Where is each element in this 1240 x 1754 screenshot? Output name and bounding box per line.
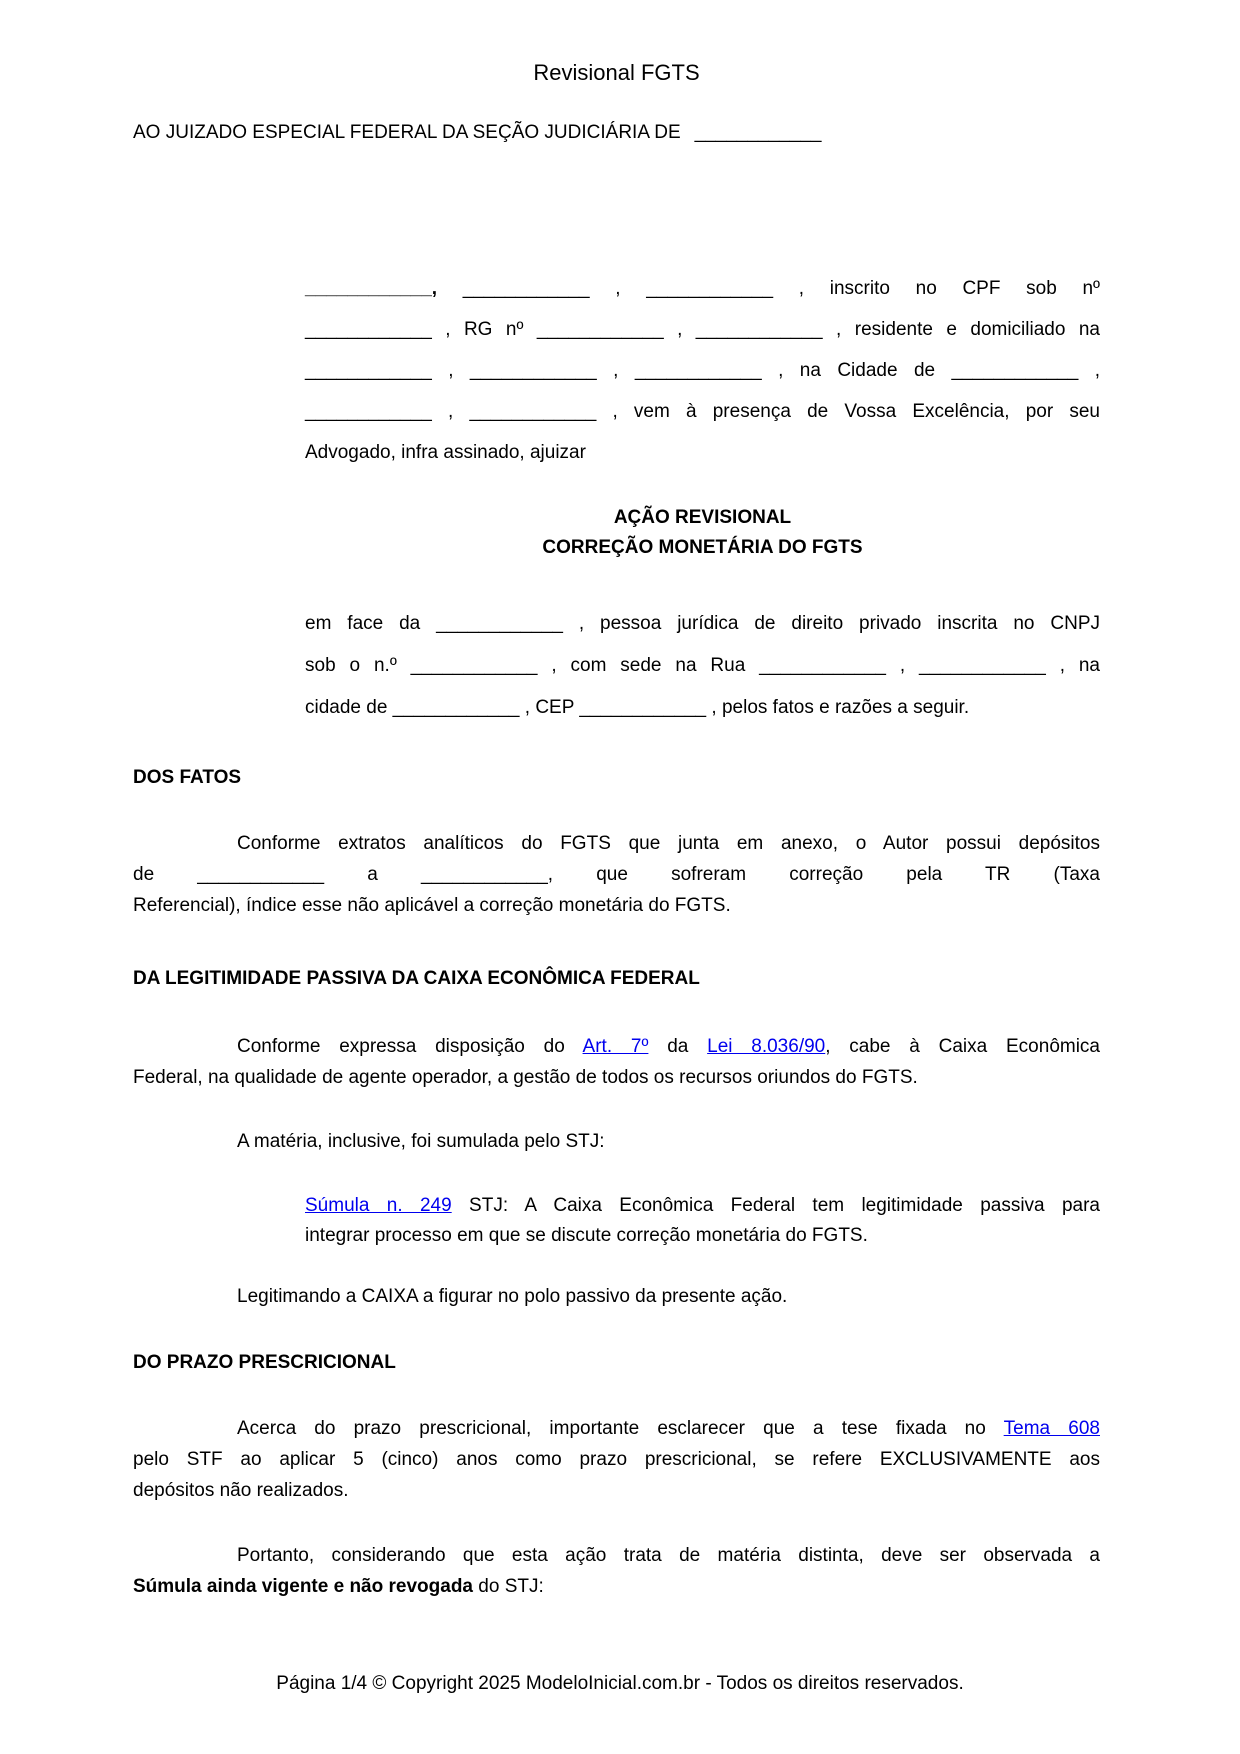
link-art-7[interactable]: Art. 7º <box>582 1036 649 1057</box>
portanto-line-1: Portanto, considerando que esta ação trata de matéria distinta, deve ser observada a <box>237 1545 1100 1566</box>
prazo-line-3: depósitos não realizados. <box>133 1480 349 1501</box>
portanto-paragraph <box>133 1540 1100 1602</box>
sumula-quote-block <box>305 1191 1100 1251</box>
action-title-line-2: CORREÇÃO MONETÁRIA DO FGTS <box>542 537 863 558</box>
defendant-line-2: sob o n.º ____________ , com sede na Rua ____________ , ____________ , na <box>305 655 1100 676</box>
section-heading-prazo: DO PRAZO PRESCRICIONAL <box>133 1352 396 1373</box>
qualification-line-2: ____________ , RG nº ____________ , ____________ , residente e domiciliado na <box>305 319 1100 340</box>
portanto-line-2 <box>133 1571 1100 1602</box>
link-lei-8036[interactable]: Lei 8.036/90 <box>707 1036 826 1057</box>
legitimidade-paragraph <box>133 1031 1100 1093</box>
addressee-blank: ____________ <box>694 122 822 143</box>
materia-sumulada-paragraph: A matéria, inclusive, foi sumulada pelo STJ: <box>237 1131 605 1152</box>
qualification-line-1 <box>305 268 1100 309</box>
defendant-paragraph <box>305 603 1100 729</box>
action-title <box>305 503 1100 563</box>
link-sumula-249[interactable]: Súmula n. 249 <box>305 1195 452 1216</box>
page-footer: Página 1/4 © Copyright 2025 ModeloInicial.com.br - Todos os direitos reservados. <box>276 1673 964 1694</box>
qualification-line-5: Advogado, infra assinado, ajuizar <box>305 442 586 463</box>
fatos-line-2: de ____________ a ____________, que sofreram correção pela TR (Taxa <box>133 864 1100 885</box>
fatos-line-3: Referencial), índice esse não aplicável a correção monetária do FGTS. <box>133 895 731 916</box>
addressee-text: AO JUIZADO ESPECIAL FEDERAL DA SEÇÃO JUDICIÁRIA DE <box>133 122 681 143</box>
sumula-quote-line-2: integrar processo em que se discute correção monetária do FGTS. <box>305 1225 868 1246</box>
prazo-line-2: pelo STF ao aplicar 5 (cinco) anos como prazo prescricional, se refere EXCLUSIVAMENTE aos <box>133 1449 1100 1470</box>
sumula-quote-text: STJ: A Caixa Econômica Federal tem legitimidade passiva para <box>451 1195 1100 1216</box>
sumula-quote-line-1 <box>305 1191 1100 1221</box>
defendant-line-1: em face da ____________ , pessoa jurídica de direito privado inscrita no CNPJ <box>305 613 1100 634</box>
qualification-line-4: ____________ , ____________ , vem à presença de Vossa Excelência, por seu <box>305 401 1100 422</box>
legitimando-paragraph: Legitimando a CAIXA a figurar no polo passivo da presente ação. <box>237 1286 788 1307</box>
legitimidade-line-1 <box>133 1031 1100 1062</box>
section-heading-dos-fatos: DOS FATOS <box>133 767 242 788</box>
sumula-vigente-bold: Súmula ainda vigente e não revogada <box>133 1576 473 1597</box>
document-title: Revisional FGTS <box>533 60 700 85</box>
qualification-line-3: ____________ , ____________ , ____________ , na Cidade de ____________ , <box>305 360 1100 381</box>
prazo-paragraph <box>133 1413 1100 1506</box>
portanto-text-after: do STJ: <box>473 1576 544 1597</box>
legitimidade-line-2: Federal, na qualidade de agente operador, a gestão de todos os recursos oriundos do FGTS. <box>133 1067 918 1088</box>
prazo-text-before: Acerca do prazo prescricional, importante esclarecer que a tese fixada no <box>237 1418 1004 1439</box>
prazo-line-1 <box>133 1413 1100 1444</box>
fatos-line-1: Conforme extratos analíticos do FGTS que junta em anexo, o Autor possui depósitos <box>237 833 1100 854</box>
qualification-line-1-text: ____________ , ____________ , inscrito no CPF sob nº <box>437 278 1100 299</box>
author-name-blank: ____________, <box>305 278 438 299</box>
addressee-line <box>133 120 1100 146</box>
defendant-line-3: cidade de ____________ , CEP ____________ , pelos fatos e razões a seguir. <box>305 697 970 718</box>
legitimidade-text-between: da <box>648 1036 708 1057</box>
fatos-paragraph <box>133 828 1100 921</box>
action-title-line-1: AÇÃO REVISIONAL <box>613 507 792 528</box>
qualification-paragraph <box>305 268 1100 473</box>
legitimidade-text-after: , cabe à Caixa Econômica <box>825 1036 1101 1057</box>
legitimidade-text-before: Conforme expressa disposição do <box>237 1036 583 1057</box>
section-heading-legitimidade: DA LEGITIMIDADE PASSIVA DA CAIXA ECONÔMICA FEDERAL <box>133 968 700 989</box>
link-tema-608[interactable]: Tema 608 <box>1003 1418 1100 1439</box>
